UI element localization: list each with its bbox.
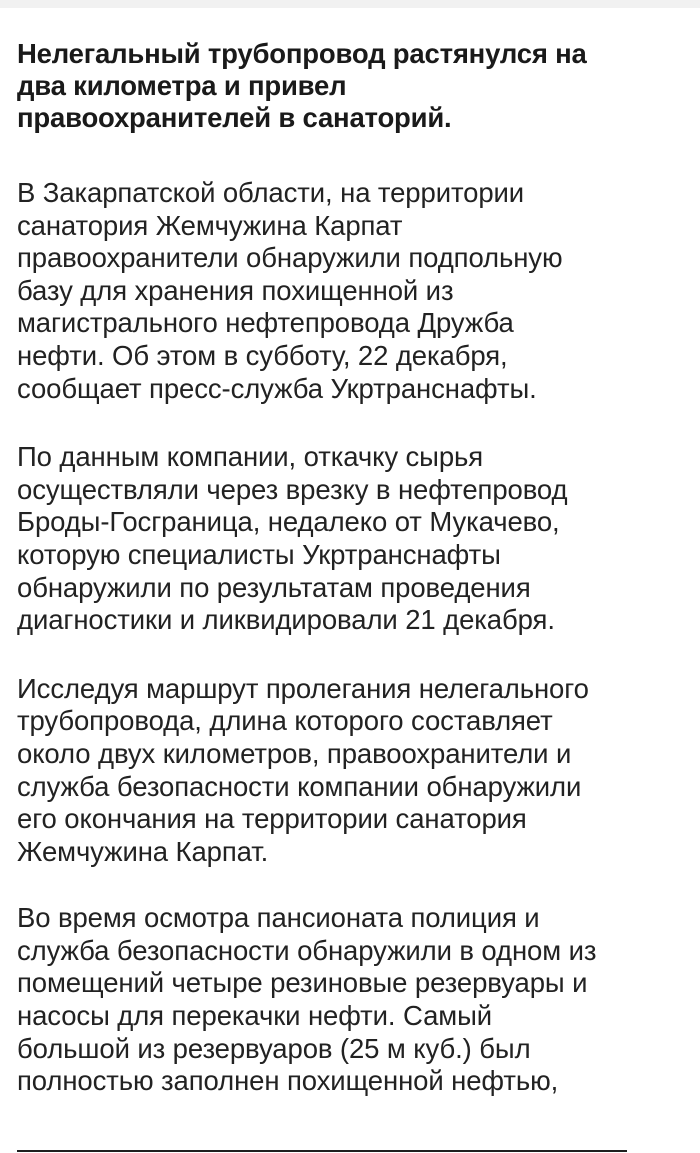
article-paragraph: По данным компании, откачку сырья осуществляли через врезку в нефтепровод Броды-Госграница, недалеко от Мукачево, которую специалисты Укртранснафты обнаружили по результатам проведения диагностики и ликвидировали 21 декабря. [17, 441, 568, 636]
article-body [17, 38, 683, 1098]
article-paragraph: Во время осмотра пансионата полиция и служба безопасности обнаружили в одном из помещений четыре резиновые резервуары и насосы для перекачки нефти. Самый большой из резервуаров (25 м куб.) был полностью заполнен похищенной нефтью, [17, 902, 597, 1097]
article-paragraph: Исследуя маршрут пролегания нелегального трубопровода, длина которого составляет около двух километров, правоохранители и служба безопасности компании обнаружили его окончания на территории санатория Жемчужина Карпат. [17, 672, 589, 867]
text-underline [17, 1150, 627, 1152]
article-headline: Нелегальный трубопровод растянулся на два километра и привел правоохранителей в санаторий. [17, 38, 587, 133]
top-bar [0, 0, 700, 8]
article-paragraph: В Закарпатской области, на территории санатория Жемчужина Карпат правоохранители обнаружили подпольную базу для хранения похищенной из магистрального нефтепровода Дружба нефти. Об этом в субботу, 22 декабря, сообщает пресс-служба Укртранснафты. [17, 177, 563, 404]
